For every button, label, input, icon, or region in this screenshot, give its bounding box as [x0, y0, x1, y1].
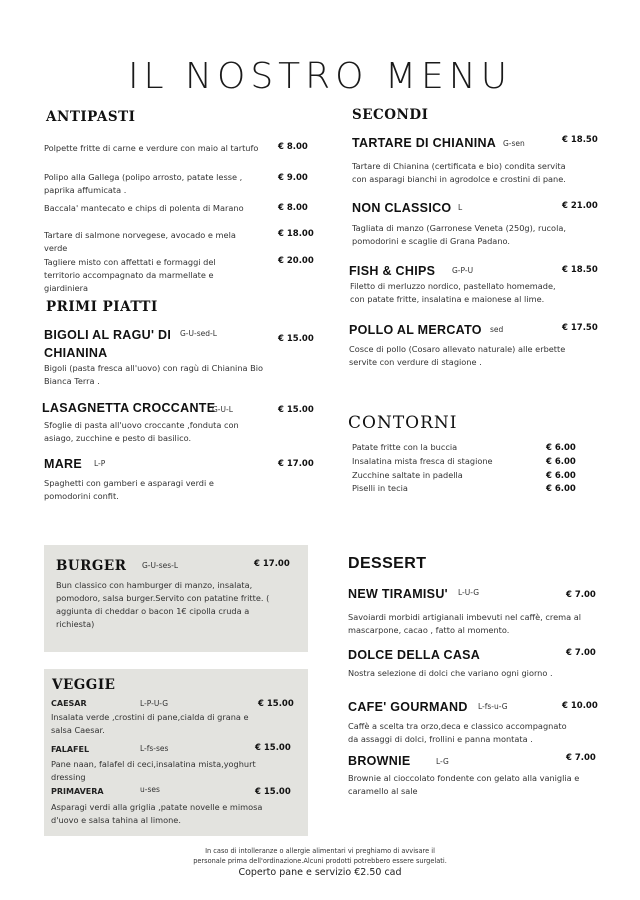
veggie-heading: VEGGIE — [52, 677, 116, 693]
veggie-item-desc: Pane naan, falafel di ceci,insalatina mista,yoghurt dressing — [51, 759, 256, 782]
burger-name: BURGER — [56, 558, 127, 574]
secondi-item-price: € 21.00 — [562, 201, 598, 211]
antipasti-heading: ANTIPASTI — [46, 109, 136, 125]
secondi-item-desc: Filetto di merluzzo nordico, pastellato homemade, con patate fritte, insalatina e maionese al lime. — [350, 281, 556, 304]
primi-item-price: € 15.00 — [278, 334, 314, 344]
veggie-item-name: CAESAR — [51, 699, 87, 708]
secondi-item-desc: Tagliata di manzo (Garronese Veneta (250g), rucola, pomodorini e scaglie di Grana Padano. — [352, 223, 566, 246]
secondi-item-name: POLLO AL MERCATO — [349, 323, 482, 337]
dessert-item-name: DOLCE DELLA CASA — [348, 648, 481, 662]
primi-item-tag: G-U-L — [212, 405, 233, 414]
primi-item-desc: Sfoglie di pasta all'uovo croccante ,fonduta con asiago, zucchine e pesto di basilico. — [44, 420, 239, 443]
secondi-item-tag: G-P-U — [452, 266, 474, 275]
allergy-note-line1: In caso di intolleranze o allergie alimentari vi preghiamo di avvisare il — [205, 847, 435, 855]
coperto-note: Coperto pane e servizio €2.50 cad — [238, 867, 402, 878]
antipasti-item-desc: Tartare di salmone norvegese, avocado e mela verde — [44, 230, 236, 253]
contorni-item-name: Patate fritte con la buccia — [352, 442, 458, 452]
antipasti-item-price: € 20.00 — [278, 256, 314, 266]
burger-price: € 17.00 — [254, 559, 290, 569]
contorni-heading: CONTORNI — [348, 413, 458, 433]
veggie-item-name: FALAFEL — [51, 745, 90, 754]
veggie-item-tag: L-P-U-G — [140, 699, 169, 708]
contorni-item-name: Piselli in tecia — [352, 483, 408, 493]
dessert-item-tag: L-G — [436, 757, 449, 766]
antipasti-item-price: € 8.00 — [278, 142, 308, 152]
primi-item-desc: Spaghetti con gamberi e asparagi verdi e pomodorini confit. — [44, 478, 214, 501]
secondi-item-tag: L — [458, 203, 463, 212]
menu-title: IL NOSTRO MENU — [127, 56, 513, 97]
contorni-item-name: Zucchine saltate in padella — [352, 470, 463, 480]
primi-item-tag: G-U-sed-L — [180, 329, 217, 338]
veggie-item-price: € 15.00 — [255, 743, 291, 753]
secondi-item-price: € 18.50 — [562, 265, 598, 275]
veggie-item-price: € 15.00 — [255, 787, 291, 797]
secondi-item-tag: sed — [490, 325, 504, 334]
secondi-item-price: € 18.50 — [562, 135, 598, 145]
secondi-item-tag: G-sen — [503, 139, 525, 148]
primi-item-name: BIGOLI AL RAGU' DI CHIANINA — [44, 328, 172, 360]
dessert-item-desc: Nostra selezione di dolci che variano ogni giorno . — [348, 668, 553, 678]
veggie-item-desc: Asparagi verdi alla griglia ,patate novelle e mimosa d'uovo e salsa tahina al limone. — [51, 802, 263, 825]
dessert-item-price: € 7.00 — [566, 753, 596, 763]
veggie-item-tag: u-ses — [140, 785, 160, 794]
dessert-item-name: BROWNIE — [348, 754, 411, 768]
burger-tag: G-U-ses-L — [142, 561, 179, 570]
primi-item-price: € 15.00 — [278, 405, 314, 415]
secondi-item-name: TARTARE DI CHIANINA — [352, 136, 497, 150]
allergy-note-line2: personale prima dell'ordinazione.Alcuni prodotti potrebbero essere surgelati. — [193, 857, 447, 865]
contorni-item-name: Insalatina mista fresca di stagione — [352, 456, 493, 466]
contorni-item-price: € 6.00 — [546, 443, 576, 453]
dessert-item-price: € 10.00 — [562, 701, 598, 711]
dessert-item-name: NEW TIRAMISU' — [348, 587, 448, 601]
antipasti-item-desc: Baccala' mantecato e chips di polenta di Marano — [44, 203, 244, 213]
dessert-item-desc: Savoiardi morbidi artigianali imbevuti nel caffè, crema al mascarpone, cacao , fatto al momento. — [348, 612, 581, 635]
dessert-item-tag: L-fs-u-G — [478, 702, 508, 711]
dessert-item-price: € 7.00 — [566, 648, 596, 658]
secondi-item-name: NON CLASSICO — [352, 201, 452, 215]
contorni-item-price: € 6.00 — [546, 484, 576, 494]
dessert-heading: DESSERT — [348, 555, 427, 572]
dessert-item-price: € 7.00 — [566, 590, 596, 600]
antipasti-item-price: € 9.00 — [278, 173, 308, 183]
primi-item-price: € 17.00 — [278, 459, 314, 469]
veggie-item-tag: L-fs-ses — [140, 744, 169, 753]
primi-item-desc: Bigoli (pasta fresca all'uovo) con ragù di Chianina Bio Bianca Terra . — [44, 363, 264, 386]
burger-desc: Bun classico con hamburger di manzo, insalata, pomodoro, salsa burger.Servito con patatine fritte. ( aggiunta di cheddar o bacon 1€ cipolla cruda a richiesta) — [56, 580, 270, 629]
antipasti-item-price: € 18.00 — [278, 229, 314, 239]
secondi-item-desc: Cosce di pollo (Cosaro allevato naturale) alle erbette servite con verdure di stagione . — [349, 344, 566, 367]
veggie-item-price: € 15.00 — [258, 699, 294, 709]
secondi-item-desc: Tartare di Chianina (certificata e bio) condita servita con asparagi bianchi in agrodolce e crostini di pane. — [352, 161, 566, 184]
veggie-item-name: PRIMAVERA — [51, 787, 104, 796]
dessert-item-desc: Caffè a scelta tra orzo,deca e classico accompagnato da assaggi di dolci, frollini e panna montata . — [348, 721, 567, 744]
veggie-item-desc: Insalata verde ,crostini di pane,cialda di grana e salsa Caesar. — [51, 712, 249, 735]
primi-heading: PRIMI PIATTI — [46, 299, 158, 315]
primi-item-name: LASAGNETTA CROCCANTE — [42, 401, 216, 415]
antipasti-item-desc: Tagliere misto con affettati e formaggi del territorio accompagnato da marmellate e giardiniera — [44, 257, 216, 293]
antipasti-item-desc: Polpette fritte di carne e verdure con maio al tartufo — [44, 143, 259, 153]
dessert-item-desc: Brownie al cioccolato fondente con gelato alla vaniglia e caramello al sale — [348, 773, 580, 796]
antipasti-item-desc: Polipo alla Gallega (polipo arrosto, patate lesse , paprika affumicata . — [44, 172, 243, 195]
primi-item-tag: L-P — [94, 459, 106, 468]
contorni-item-price: € 6.00 — [546, 471, 576, 481]
dessert-item-tag: L-U-G — [458, 588, 480, 597]
primi-item-name: MARE — [44, 457, 83, 471]
dessert-item-name: CAFE' GOURMAND — [348, 700, 468, 714]
contorni-item-price: € 6.00 — [546, 457, 576, 467]
secondi-item-price: € 17.50 — [562, 323, 598, 333]
antipasti-item-price: € 8.00 — [278, 203, 308, 213]
secondi-heading: SECONDI — [352, 107, 429, 123]
secondi-item-name: FISH & CHIPS — [349, 264, 436, 278]
